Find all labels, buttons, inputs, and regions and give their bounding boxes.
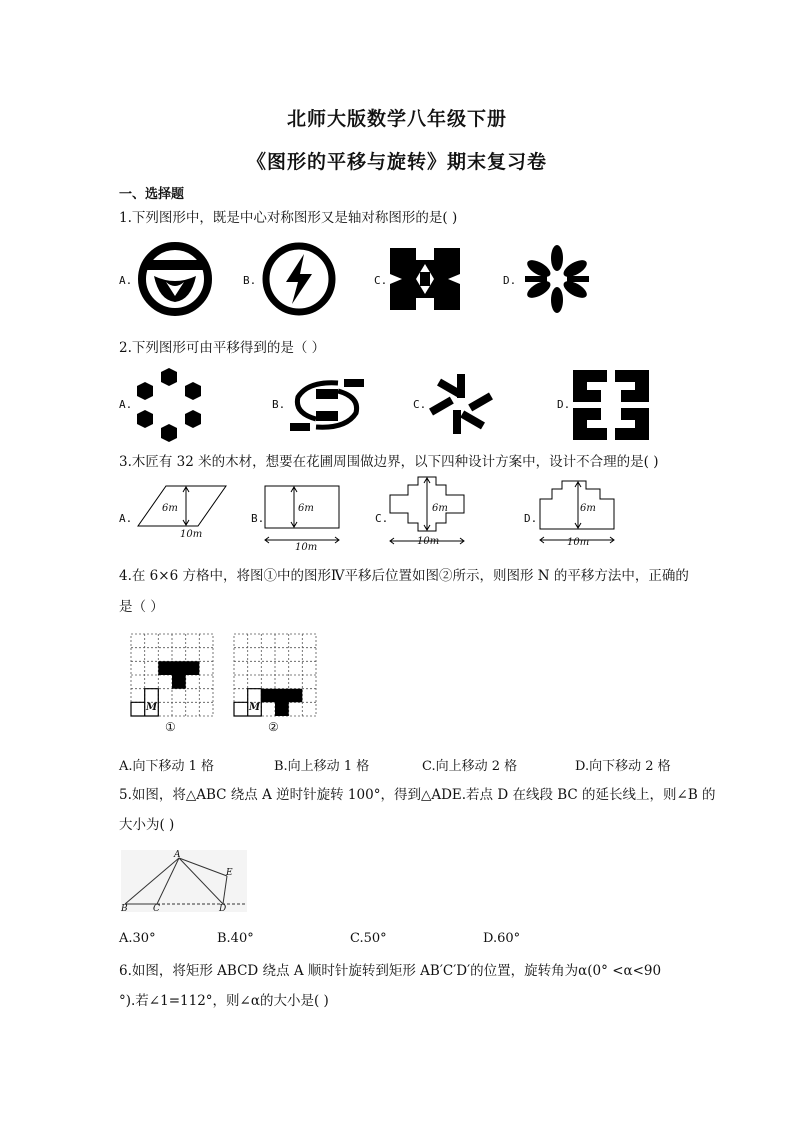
- q5-point-d: D: [219, 904, 227, 914]
- question-4-text-line2: 是（ ）: [119, 599, 164, 615]
- q5-point-e: E: [226, 868, 233, 878]
- q5-answer-b: B.40°: [217, 931, 254, 946]
- q3-option-a-label: A.: [119, 512, 133, 525]
- q1-option-b-label: B.: [243, 274, 257, 287]
- q3-option-c-label: C.: [375, 512, 389, 525]
- q4-answer-a: A.向下移动 1 格: [119, 759, 215, 774]
- question-5-text-line2: 大小为( ): [119, 817, 175, 833]
- q2-option-a-label: A.: [119, 398, 133, 411]
- q2-option-c-label: C.: [413, 398, 427, 411]
- q4-fig2-letter: M: [249, 702, 261, 713]
- q5-point-b: B: [121, 904, 128, 914]
- document-title: 北师大版数学八年级下册: [286, 108, 507, 130]
- q3-c-height-label: 6m: [432, 503, 448, 514]
- q3-b-height-label: 6m: [298, 503, 314, 514]
- q5-answer-a: A.30°: [119, 931, 156, 946]
- q4-answer-c: C.向上移动 2 格: [422, 759, 518, 774]
- document-subtitle: 《图形的平移与旋转》期末复习卷: [246, 151, 547, 173]
- q1-option-c-label: C.: [374, 274, 388, 287]
- question-3-text: 3.木匠有 32 米的木材，想要在花圃周围做边界，以下四种设计方案中，设计不合理的是( ): [119, 454, 659, 470]
- q5-answer-c: C.50°: [350, 931, 387, 946]
- question-6-text-line2: °).若∠1=112°，则∠α的大小是( ): [119, 993, 329, 1009]
- question-4-text-line1: 4.在 6×6 方格中，将图①中的图形Ⅳ平移后位置如图②所示，则图形 N 的平移方法中，正确的: [119, 568, 689, 584]
- q3-d-height-label: 6m: [580, 503, 596, 514]
- q2-figure-c: [430, 373, 492, 435]
- q4-answer-d: D.向下移动 2 格: [575, 759, 671, 774]
- q1-figure-d: [520, 245, 594, 313]
- q1-figure-b: [260, 240, 338, 318]
- q2-figure-a: [136, 366, 202, 444]
- q5-point-c: C: [153, 904, 160, 914]
- question-6-text-line1: 6.如图，将矩形 ABCD 绕点 A 顺时针旋转到矩形 AB′C′D′的位置，旋转角为α(0° <α<90: [119, 963, 662, 979]
- q5-point-a: A: [174, 850, 181, 860]
- q1-option-d-label: D.: [503, 274, 517, 287]
- q2-option-b-label: B.: [272, 398, 286, 411]
- q1-figure-c: [390, 248, 460, 310]
- q5-triangle-figure: [121, 850, 247, 912]
- q4-fig2-label: ②: [268, 720, 279, 734]
- q2-option-d-label: D.: [557, 398, 571, 411]
- q4-fig1-letter: M: [146, 702, 158, 713]
- q1-figure-a: [136, 240, 214, 318]
- question-5-text-line1: 5.如图，将△ABC 绕点 A 逆时针旋转 100°，得到△ADE.若点 D 在线段 BC 的延长线上，则∠B 的: [119, 787, 716, 803]
- question-2-text: 2.下列图形可由平移得到的是（ ）: [119, 340, 326, 356]
- q5-answer-d: D.60°: [483, 931, 521, 946]
- q2-figure-d: [573, 370, 649, 440]
- q4-grid-figure-2: [233, 633, 317, 717]
- q2-figure-b: [288, 377, 366, 433]
- q4-grid-figure-1: [130, 633, 214, 717]
- q3-option-d-label: D.: [524, 512, 538, 525]
- question-1-text: 1.下列图形中，既是中心对称图形又是轴对称图形的是( ): [119, 210, 458, 226]
- section-heading: 一、选择题: [119, 187, 185, 202]
- q4-answer-b: B.向上移动 1 格: [274, 759, 370, 774]
- q3-d-width-label: 10m: [567, 537, 590, 548]
- q3-option-b-label: B.: [251, 512, 265, 525]
- q3-c-width-label: 10m: [417, 536, 440, 547]
- q3-b-width-label: 10m: [295, 542, 318, 553]
- q3-figure-b: [264, 485, 340, 547]
- q3-a-height-label: 6m: [162, 503, 178, 514]
- q3-a-width-label: 10m: [180, 529, 203, 540]
- q1-option-a-label: A.: [119, 274, 133, 287]
- q4-fig1-label: ①: [165, 720, 176, 734]
